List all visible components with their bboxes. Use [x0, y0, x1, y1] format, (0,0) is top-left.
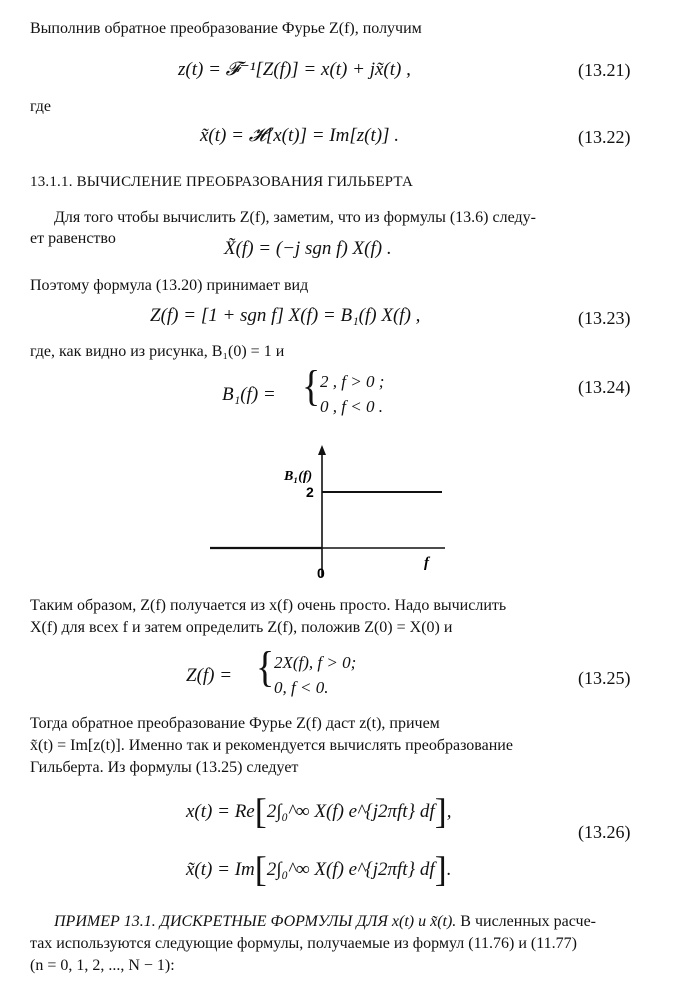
equation-13-23: Z(f) = [1 + sgn f] X(f) = B₁(f) X(f) , [150, 305, 421, 326]
text-line-p4b: X(f) для всех f и затем определить Z(f), положив Z(0) = X(0) и [30, 619, 453, 636]
equation-13-26-b: x̃(t) = Im[2∫₀^∞ X(f) e^{j2πft} df]. [186, 849, 452, 889]
equation-13-25-lhs: Z(f) = [186, 665, 233, 686]
figure-xlabel: f [424, 555, 429, 571]
text-line-intro: Выполнив обратное преобразование Фурье Z(f), получим [30, 20, 422, 37]
equation-number-13-21: (13.21) [578, 60, 631, 80]
equation-13-26-a: x(t) = Re[2∫₀^∞ X(f) e^{j2πft} df], [186, 791, 452, 831]
text-line-p6b: тах используются следующие формулы, получаемые из формул (11.76) и (11.77) [30, 935, 577, 952]
equation-13-24-lhs: B₁(f) = [222, 384, 276, 405]
equation-number-13-22: (13.22) [578, 127, 631, 147]
text-line-p6c: (n = 0, 1, 2, ..., N − 1): [30, 957, 175, 974]
equation-13-26-a-lhs: x(t) = Re [186, 801, 255, 822]
figure-origin-label: 0 [317, 565, 325, 581]
y-axis-arrow [318, 445, 326, 455]
brace-symbol: { [256, 642, 275, 692]
example-text: В численных расче- [456, 913, 596, 930]
equation-13-21: z(t) = 𝓕⁻¹[Z(f)] = x(t) + jx̃(t) , [178, 59, 411, 80]
example-title: ПРИМЕР 13.1. ДИСКРЕТНЫЕ ФОРМУЛЫ ДЛЯ x(t) и x̃(t). [54, 913, 457, 930]
bracket-left: [ [254, 791, 267, 831]
equation-13-25 [186, 642, 466, 705]
text-line-p6a [54, 913, 596, 931]
bracket-right: ] [434, 791, 447, 831]
equation-13-26-b-body: 2∫₀^∞ X(f) e^{j2πft} df [266, 859, 435, 880]
text-line-p4a: Таким образом, Z(f) получается из x(f) очень просто. Надо вычислить [30, 597, 507, 614]
equation-number-13-23: (13.23) [578, 308, 631, 328]
bracket-left: [ [254, 849, 267, 889]
text-line-p5a: Тогда обратное преобразование Фурье Z(f) даст z(t), причем [30, 715, 440, 732]
text-line-p5c: Гильберта. Из формулы (13.25) следует [30, 759, 299, 776]
equation-13-22: x̃(t) = 𝓗[x(t)] = Im[z(t)] . [200, 125, 399, 146]
text-line-p1a: Для того чтобы вычислить Z(f), заметим, что из формулы (13.6) следу- [54, 209, 536, 226]
equation-13-24-case1: 2 , f > 0 ; [320, 372, 385, 391]
equation-13-26-b-lhs: x̃(t) = Im [186, 859, 255, 880]
equation-13-25-case2: 0, f < 0. [274, 678, 329, 697]
section-heading: 13.1.1. ВЫЧИСЛЕНИЕ ПРЕОБРАЗОВАНИЯ ГИЛЬБЕРТА [30, 174, 413, 190]
equation-number-13-25: (13.25) [578, 668, 631, 688]
equation-number-13-26: (13.26) [578, 822, 631, 842]
text-line-p1b: ет равенство [30, 230, 116, 247]
bracket-right: ] [434, 849, 447, 889]
figure-ylabel: B₁(f) [284, 469, 313, 484]
text-line-where: где [30, 98, 52, 115]
equation-13-24-case2: 0 , f < 0 . [320, 397, 383, 416]
equation-xtilde: X̃(f) = (−j sgn f) X(f) . [224, 238, 392, 259]
text-line-p2: Поэтому формула (13.20) принимает вид [30, 277, 309, 294]
equation-13-25-case1: 2X(f), f > 0; [274, 653, 357, 672]
text-line-p5b: x̃(t) = Im[z(t)]. Именно так и рекомендуется вычислять преобразование [30, 737, 513, 754]
equation-13-24 [222, 361, 482, 424]
text-line-p3: где, как видно из рисунка, B₁(0) = 1 и [30, 343, 285, 360]
brace-symbol: { [302, 361, 321, 411]
step-function-figure [200, 445, 460, 585]
equation-13-26-a-body: 2∫₀^∞ X(f) e^{j2πft} df [266, 801, 435, 822]
figure-level-label: 2 [306, 484, 314, 500]
equation-number-13-24: (13.24) [578, 377, 631, 397]
